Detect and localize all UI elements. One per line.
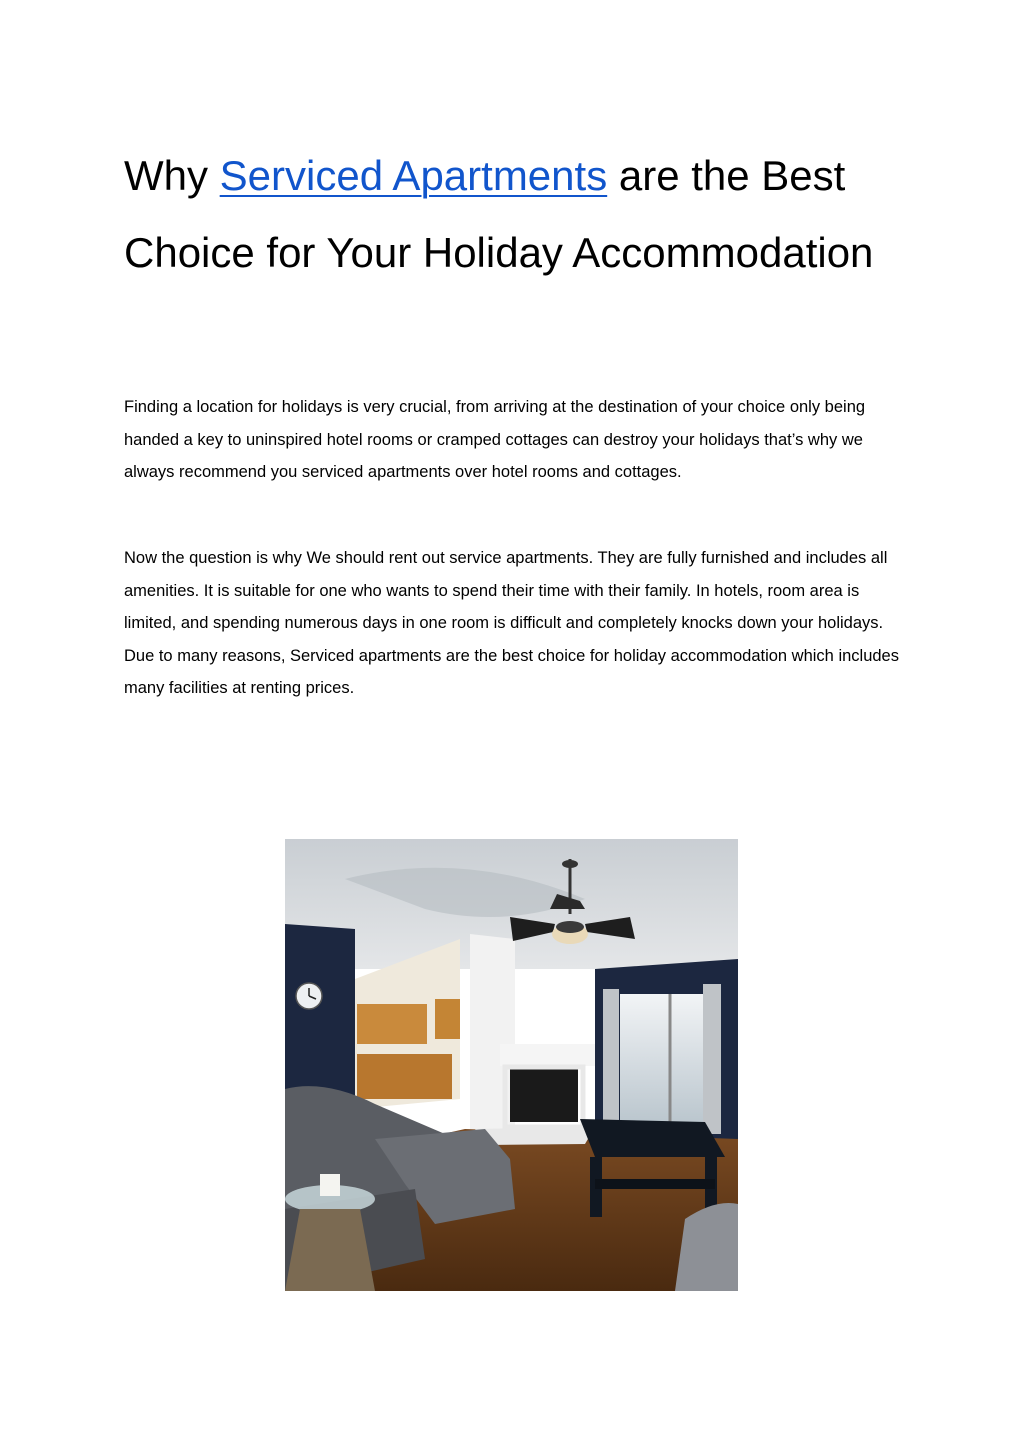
- page-title: [124, 137, 924, 291]
- intro-paragraph: Finding a location for holidays is very crucial, from arriving at the destination of your choice only being handed a key to uninspired hotel rooms or cramped cottages can destroy your holidays that’s why we always recommend you serviced apartments over hotel rooms and cottages.: [124, 398, 866, 482]
- living-room-photo: [285, 839, 738, 1291]
- title-prefix: Why: [124, 152, 220, 199]
- body-paragraph: Now the question is why We should rent out service apartments. They are fully furnished and includes all amenities. It is suitable for one who wants to spend their time with their family. In hotels, room area is limited, and spending numerous days in one room is difficult and completely knocks down your holidays. Due to many reasons, Serviced apartments are the best choice for holiday accommodation which includes many facilities at renting prices.: [124, 549, 899, 698]
- serviced-apartments-link[interactable]: Serviced Apartments: [219, 152, 608, 199]
- title-suffix: are the Best Choice for Your Holiday Accommodation: [124, 152, 874, 276]
